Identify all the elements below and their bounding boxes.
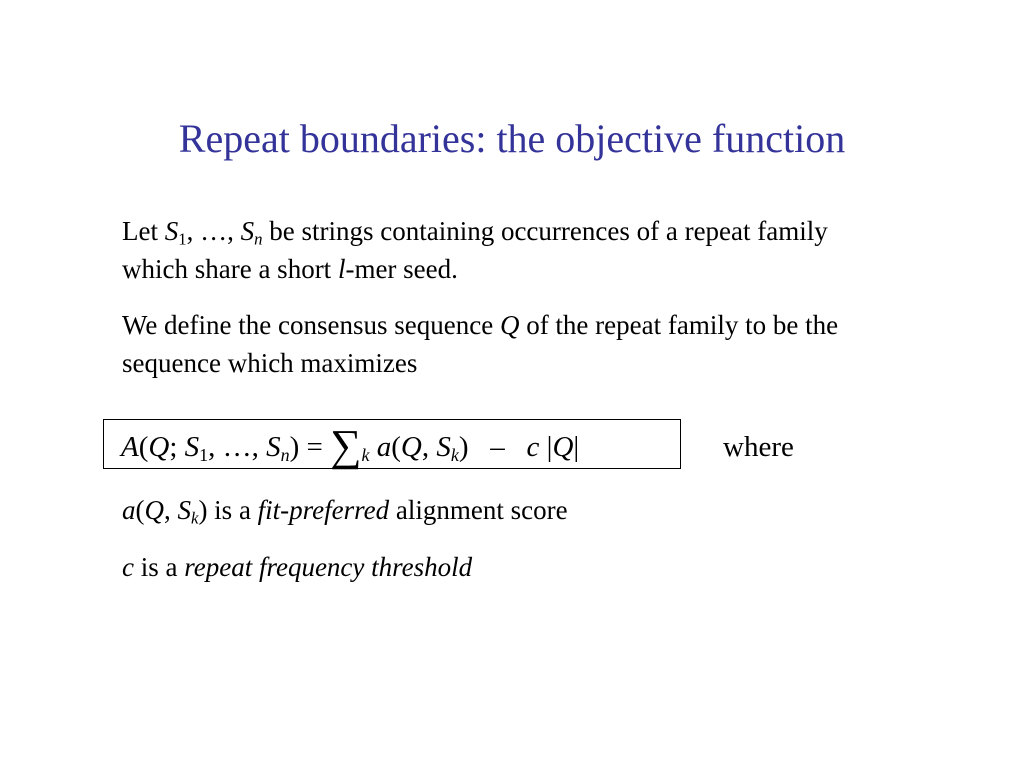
line4-c: c xyxy=(122,552,134,582)
paragraph-strings-definition xyxy=(122,212,982,288)
formula-minus: ) – xyxy=(458,431,527,463)
symbol-s: S xyxy=(164,216,179,246)
text-define: We define the consensus sequence xyxy=(122,310,500,340)
line3-comma: , xyxy=(164,495,178,525)
text-rest3: -mer seed. xyxy=(345,254,458,284)
formula-Sn: S xyxy=(266,431,281,463)
term-repeat-frequency-threshold: repeat frequency threshold xyxy=(184,552,473,582)
term-fit-preferred: fit-preferred xyxy=(257,495,390,525)
formula-A: A xyxy=(121,431,139,463)
formula-sub-n: n xyxy=(280,445,290,466)
line3-is-a: ) is a xyxy=(198,495,258,525)
objective-formula xyxy=(121,421,580,470)
formula-c: c xyxy=(526,431,540,463)
line3-a: a xyxy=(122,495,136,525)
formula-paren-open2: ( xyxy=(391,431,401,463)
symbol-l: l xyxy=(337,254,346,284)
formula-dots: , …, xyxy=(208,431,267,463)
formula-Q: Q xyxy=(148,431,170,463)
paragraph-consensus-definition xyxy=(122,306,982,382)
text-rest2: which share a short xyxy=(122,254,338,284)
formula-Q3: Q xyxy=(552,431,574,463)
subscript-n: n xyxy=(254,229,263,249)
line3-Q: Q xyxy=(144,495,164,525)
text-define2: of the repeat family to be the xyxy=(519,310,839,340)
where-label: where xyxy=(723,431,794,463)
line3-sub-k: k xyxy=(191,508,199,528)
formula-equals: ) = xyxy=(289,431,331,463)
formula-Q2: Q xyxy=(400,431,422,463)
text-let: Let xyxy=(122,216,165,246)
formula-sub-1: 1 xyxy=(199,445,209,466)
formula-semicolon: ; xyxy=(169,431,185,463)
formula-abs-open: | xyxy=(539,431,553,463)
line3-S: S xyxy=(177,495,191,525)
symbol-s-n: S xyxy=(240,216,255,246)
symbol-q: Q xyxy=(499,310,520,340)
alignment-score-line xyxy=(122,491,568,529)
text-rest1: be strings containing occurrences of a repeat family xyxy=(262,216,828,246)
line4-is-a: is a xyxy=(133,552,185,582)
formula-comma: , xyxy=(421,431,437,463)
line3-rest: alignment score xyxy=(389,495,568,525)
threshold-line xyxy=(122,548,472,586)
subscript-1: 1 xyxy=(178,229,187,249)
formula-paren-open: ( xyxy=(138,431,149,463)
formula-sub-k: k xyxy=(361,445,370,466)
formula-sub-k2: k xyxy=(450,445,459,466)
text-define3: sequence which maximizes xyxy=(122,348,418,378)
line3-paren-open: ( xyxy=(135,495,145,525)
formula-abs-close: | xyxy=(573,431,580,463)
text-ellipsis: , …, xyxy=(186,216,241,246)
formula-Sk: S xyxy=(436,431,451,463)
sum-symbol: ∑ xyxy=(330,421,362,470)
slide-title: Repeat boundaries: the objective function xyxy=(178,116,846,161)
formula-a: a xyxy=(369,431,392,463)
formula-S1: S xyxy=(184,431,200,463)
